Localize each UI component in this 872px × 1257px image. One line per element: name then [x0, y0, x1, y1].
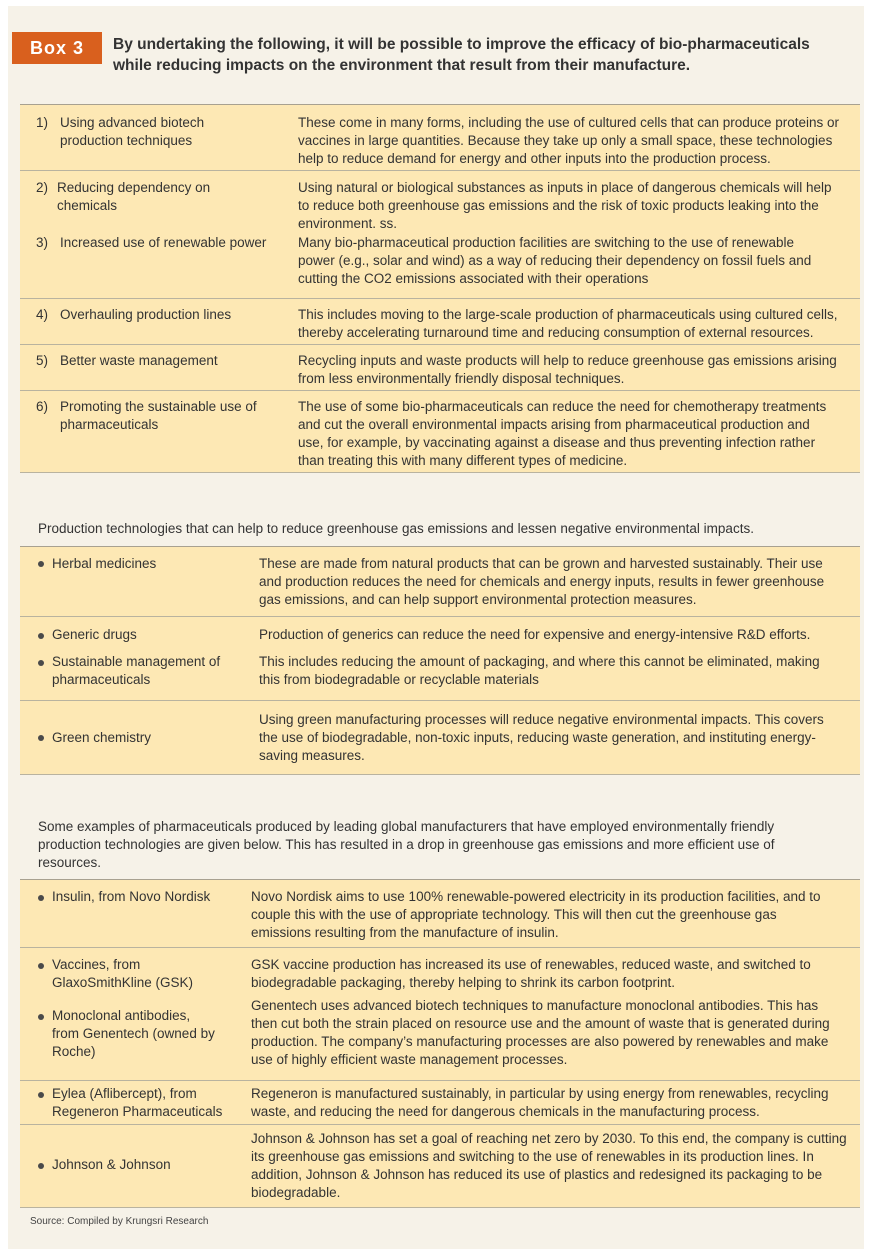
row-label: [52, 1007, 215, 1061]
bullet-icon: [38, 660, 44, 666]
row-label: [52, 653, 220, 689]
row-text-line: couple this with the use of appropriate technology. This will then cut the greenhouse gas: [251, 907, 777, 922]
measures-table: [20, 104, 860, 473]
row-label: [60, 306, 231, 324]
row-description: [251, 888, 821, 942]
row-text-line: environment. ss.: [298, 216, 398, 231]
row-label: [52, 888, 210, 906]
intro-line: resources.: [38, 855, 102, 870]
row-number: 1): [36, 115, 49, 130]
row-text-line: Recycling inputs and waste products will help to reduce greenhouse gas emissions arising: [298, 353, 837, 368]
row-description: [251, 1130, 847, 1202]
row-text-line: biodegradable.: [251, 1185, 341, 1200]
row-label-line: chemicals: [57, 198, 118, 213]
row-text-line: This includes moving to the large-scale production of pharmaceuticals using cultured cells,: [298, 307, 838, 322]
row-description: [298, 179, 832, 233]
table-row: [20, 546, 860, 616]
source-note: Source: Compiled by Krungsri Research: [30, 1216, 209, 1227]
table-row: [20, 999, 860, 1080]
row-label-line: GlaxoSmithKline (GSK): [52, 975, 194, 990]
row-label: [52, 1085, 222, 1121]
row-text-line: saving measures.: [259, 748, 365, 763]
row-text-line: to reduce both greenhouse gas emissions and the risk of toxic products leaking into the: [298, 198, 819, 213]
row-description: [251, 997, 830, 1069]
row-description: [298, 234, 811, 288]
row-description: [298, 352, 837, 388]
row-text-line: Genentech uses advanced biotech techniques to manufacture monoclonal antibodies. This has: [251, 998, 819, 1013]
row-label: [60, 352, 218, 370]
row-text-line: gas emissions, and can help support environmental protection measures.: [259, 592, 697, 607]
table-row: [20, 298, 860, 344]
row-text-line: GSK vaccine production has increased its use of renewables, reduced waste, and switched to: [251, 957, 811, 972]
row-description: [259, 711, 824, 765]
bullet-icon: [38, 1014, 44, 1020]
technologies-table: [20, 546, 860, 775]
table-row: [20, 879, 860, 947]
row-label: [52, 729, 151, 747]
row-text-line: the use of biodegradable, non-toxic inputs, reducing waste generation, and instituting energy-: [259, 730, 816, 745]
box-panel: [8, 6, 864, 1249]
row-description: [259, 626, 810, 644]
row-description: [251, 1085, 829, 1121]
row-label-line: Generic drugs: [52, 627, 137, 642]
row-label-line: Green chemistry: [52, 730, 152, 745]
row-text-line: production. The company’s manufacturing processes are also powered by renewables and make: [251, 1034, 829, 1049]
bullet-icon: [38, 1163, 44, 1169]
row-label-line: Better waste management: [60, 353, 218, 368]
row-number: 2): [36, 180, 49, 195]
row-text-line: These are made from natural products that can be grown and harvested sustainably. Their use: [259, 556, 823, 571]
row-label-line: Eylea (Aflibercept), from: [52, 1086, 197, 1101]
table-row: [20, 650, 860, 700]
row-description: [298, 398, 826, 470]
row-label-line: from Genentech (owned by: [52, 1026, 215, 1041]
row-number: 5): [36, 353, 49, 368]
row-description: [259, 653, 820, 689]
row-number: 6): [36, 399, 49, 414]
row-number: 3): [36, 235, 49, 250]
row-label-line: Overhauling production lines: [60, 307, 232, 322]
row-text-line: use, for example, by vaccinating against a disease and thus preventing infection rather: [298, 435, 816, 450]
box-title-line: By undertaking the following, it will be possible to improve the efficacy of bio-pharmaceuticals: [113, 36, 810, 53]
table-row: [20, 170, 860, 234]
table-row: [20, 1124, 860, 1208]
row-label-line: Vaccines, from: [52, 957, 141, 972]
row-label-line: Increased use of renewable power: [60, 235, 267, 250]
row-text-line: and production reduces the need for chemicals and energy inputs, results in fewer greenhouse: [259, 574, 825, 589]
row-text-line: from less environmentally friendly disposal techniques.: [298, 371, 625, 386]
row-text-line: The use of some bio-pharmaceuticals can reduce the need for chemotherapy treatments: [298, 399, 827, 414]
table-row: [20, 616, 860, 650]
row-label-line: Reducing dependency on: [57, 180, 211, 195]
table-row: [20, 104, 860, 170]
bullet-icon: [38, 895, 44, 901]
section-intro: Production technologies that can help to reduce greenhouse gas emissions and lessen negative environmental impacts.: [38, 521, 754, 536]
row-label-line: Johnson & Johnson: [52, 1157, 171, 1172]
row-label: [60, 114, 204, 150]
row-text-line: waste, and reducing the need for dangerous chemicals in the manufacturing process.: [251, 1104, 760, 1119]
row-text-line: its greenhouse gas emissions and switching to the use of renewables in its production lines. In: [251, 1149, 814, 1164]
row-text-line: this from biodegradable or recyclable materials: [259, 672, 539, 687]
row-text-line: biodegradable packaging, thereby helping to shrink its carbon footprint.: [251, 975, 676, 990]
row-label-line: Sustainable management of: [52, 654, 221, 669]
intro-line: Some examples of pharmaceuticals produced by leading global manufacturers that have employed environmentally friendly: [38, 819, 775, 834]
row-label: [52, 626, 137, 644]
row-label-line: pharmaceuticals: [60, 417, 159, 432]
row-description: [298, 306, 838, 342]
row-text-line: thereby accelerating turnaround time and reducing consumption of external resources.: [298, 325, 814, 340]
row-label: [57, 179, 210, 215]
row-label: [60, 234, 266, 252]
row-text-line: Novo Nordisk aims to use 100% renewable-powered electricity in its production facilities, and to: [251, 889, 821, 904]
row-text-line: Production of generics can reduce the need for expensive and energy-intensive R&D efforts.: [259, 627, 811, 642]
row-label-line: Herbal medicines: [52, 556, 157, 571]
row-text-line: Many bio-pharmaceutical production facilities are switching to the use of renewable: [298, 235, 795, 250]
row-text-line: cutting the CO2 emissions associated with their operations: [298, 271, 649, 286]
row-text-line: addition, Johnson & Johnson has reduced its use of plastics and redesigned its packaging to be: [251, 1167, 823, 1182]
row-text-line: and cut the overall environmental impacts arising from pharmaceutical production and: [298, 417, 810, 432]
row-label: [52, 555, 156, 573]
table-row: [20, 1080, 860, 1124]
row-text-line: Johnson & Johnson has set a goal of reaching net zero by 2030. To this end, the company is cutting: [251, 1131, 847, 1146]
box-badge: Box 3: [12, 32, 102, 64]
bullet-icon: [38, 963, 44, 969]
row-label-line: Promoting the sustainable use of: [60, 399, 257, 414]
section-intro: [38, 818, 828, 872]
row-label-line: Using advanced biotech: [60, 115, 205, 130]
row-text-line: These come in many forms, including the use of cultured cells that can produce proteins or: [298, 115, 840, 130]
row-text-line: Using natural or biological substances as inputs in place of dangerous chemicals will help: [298, 180, 832, 195]
bullet-icon: [38, 735, 44, 741]
row-label-line: Regeneron Pharmaceuticals: [52, 1104, 223, 1119]
table-row: [20, 234, 860, 298]
table-row: [20, 390, 860, 473]
row-label-line: Monoclonal antibodies,: [52, 1008, 191, 1023]
row-text-line: Regeneron is manufactured sustainably, in particular by using energy from renewables, recycling: [251, 1086, 829, 1101]
row-text-line: then cut both the strain placed on resource use and the amount of waste that is generated during: [251, 1016, 830, 1031]
bullet-icon: [38, 561, 44, 567]
row-text-line: vaccines in large quantities. Because they take up only a small space, these technologies: [298, 133, 833, 148]
examples-table: [20, 879, 860, 1208]
box-title: [113, 34, 853, 76]
row-text-line: help to reduce demand for energy and other inputs into the production process.: [298, 151, 771, 166]
row-label-line: pharmaceuticals: [52, 672, 151, 687]
row-text-line: use of highly efficient waste management processes.: [251, 1052, 568, 1067]
box-title-line: while reducing impacts on the environment that result from their manufacture.: [113, 57, 691, 74]
row-text-line: than treating this with many different types of medicine.: [298, 453, 628, 468]
row-label: [52, 1156, 171, 1174]
bullet-icon: [38, 633, 44, 639]
row-label-line: Insulin, from Novo Nordisk: [52, 889, 211, 904]
row-text-line: emissions resulting from the manufacture of insulin.: [251, 925, 559, 940]
row-description: [251, 956, 811, 992]
row-description: [298, 114, 839, 168]
row-description: [259, 555, 824, 609]
row-label-line: Roche): [52, 1044, 96, 1059]
row-text-line: Using green manufacturing processes will reduce negative environmental impacts. This covers: [259, 712, 824, 727]
row-label-line: production techniques: [60, 133, 193, 148]
row-number: 4): [36, 307, 49, 322]
table-row: [20, 947, 860, 999]
row-label: [60, 398, 257, 434]
row-text-line: power (e.g., solar and wind) as a way of reducing their dependency on fossil fuels and: [298, 253, 812, 268]
row-text-line: This includes reducing the amount of packaging, and where this cannot be eliminated, making: [259, 654, 820, 669]
intro-line: production technologies are given below. This has resulted in a drop in greenhouse gas emissions and more efficient use of: [38, 837, 775, 852]
table-row: [20, 344, 860, 390]
bullet-icon: [38, 1092, 44, 1098]
table-row: [20, 700, 860, 775]
row-label: [52, 956, 193, 992]
